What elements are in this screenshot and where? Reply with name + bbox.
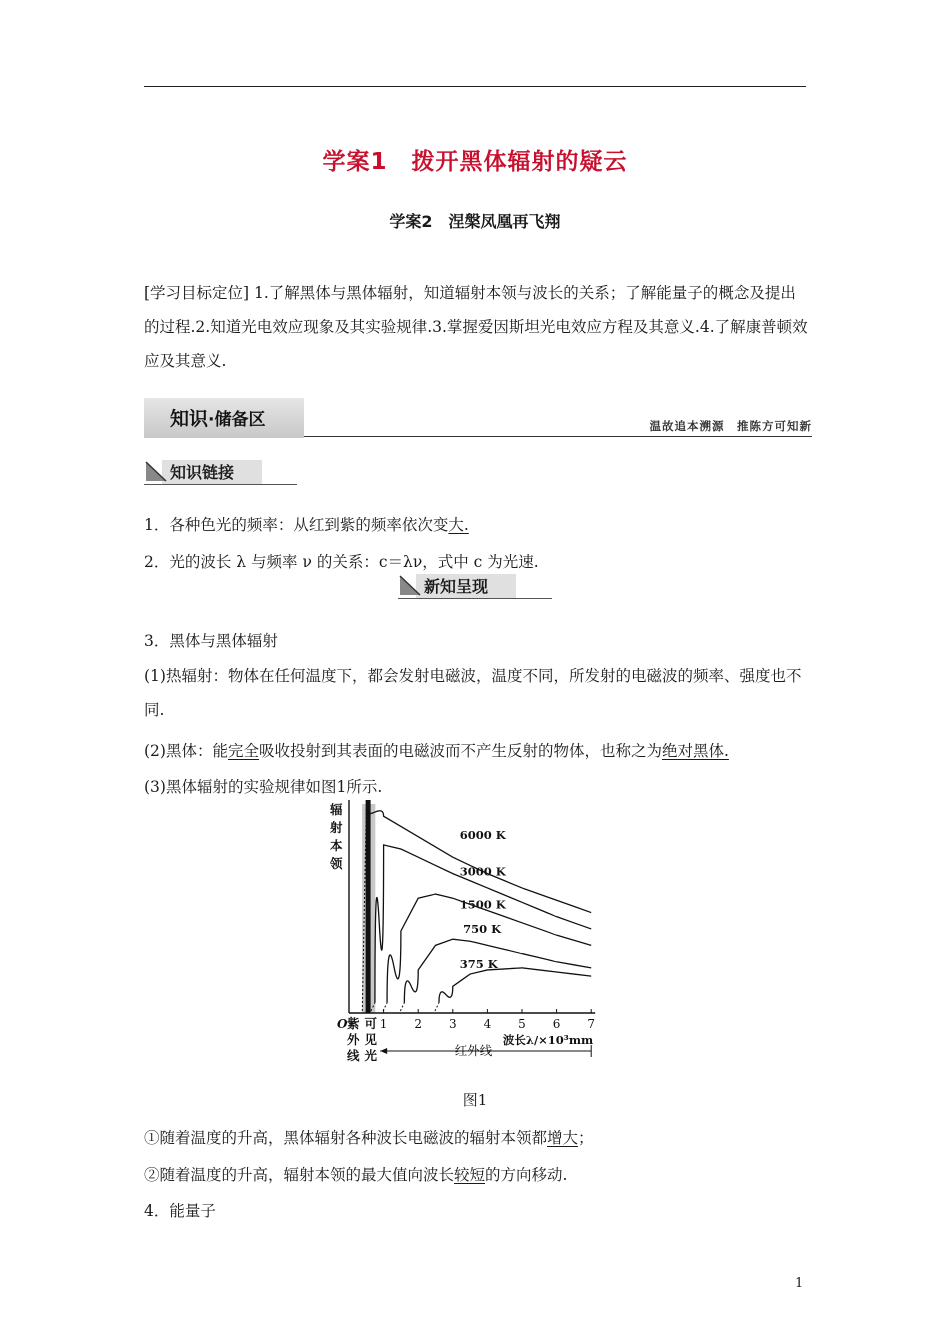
- ir-arrow-head-left: [380, 1048, 387, 1054]
- curve-750K: [404, 939, 591, 1003]
- knowledge-item-2: 2．光的波长 λ 与频率 ν 的关系：c＝λν，式中 c 为光速.: [144, 553, 539, 571]
- visible-label-char: 见: [364, 1032, 377, 1047]
- series-label: 375 K: [459, 956, 498, 971]
- page-subtitle: 学案2 涅槃凤凰再飞翔: [389, 212, 561, 231]
- x-tick-label: 1: [379, 1017, 388, 1031]
- section-title-rest: ·储备区: [208, 410, 266, 430]
- heading-underline: [398, 598, 552, 599]
- corner-triangle-icon: [398, 574, 422, 596]
- rule1-text-b: ；: [578, 1129, 594, 1147]
- rule1-text-a: ①随着温度的升高，黑体辐射各种波长电磁波的辐射本领都: [144, 1129, 548, 1147]
- origin-label: O: [337, 1017, 348, 1031]
- knowledge-link-label: 知识链接: [170, 463, 235, 482]
- uv-label-char: 线: [347, 1048, 360, 1063]
- knowledge-link-heading: [144, 460, 297, 486]
- x-tick-label: 5: [518, 1017, 526, 1031]
- x-tick-label: 3: [448, 1017, 457, 1031]
- rule-2: [144, 1163, 567, 1185]
- ir-label: 红外线: [454, 1043, 493, 1058]
- series-label: 6000 K: [459, 827, 506, 842]
- x-tick-label: 7: [587, 1017, 596, 1031]
- item1-text: 1．各种色光的频率：从红到紫的频率依次变: [144, 516, 449, 534]
- item-4-heading: 4．能量子: [144, 1202, 216, 1220]
- uv-label-char: 外: [347, 1032, 360, 1047]
- curve-dash: [383, 1003, 387, 1011]
- section-slogan: 温故追本溯源 推陈方可知新: [649, 419, 812, 433]
- blackbody-radiation-chart: [300, 794, 660, 1072]
- section-title: [170, 404, 265, 431]
- curve-dash: [400, 1003, 404, 1011]
- curve-375K: [439, 968, 591, 1003]
- visible-label-char: 光: [364, 1048, 377, 1063]
- p2-text-b: 吸收投射到其表面的电磁波而不产生反射的物体，也称之为: [258, 742, 662, 760]
- rule2-text-a: ②随着温度的升高，辐射本领的最大值向波长: [144, 1166, 455, 1184]
- x-tick-label: 6: [552, 1017, 561, 1031]
- section-header: [144, 398, 812, 438]
- p2-answer-2: 绝对黑体.: [662, 742, 729, 760]
- paragraph-thermal-radiation: (1)热辐射：物体在任何温度下，都会发射电磁波，温度不同，所发射的电磁波的频率、强度也不同.: [144, 667, 802, 719]
- paragraph-blackbody: [144, 739, 729, 761]
- heading-underline: [144, 484, 297, 485]
- rule-1: [144, 1126, 594, 1148]
- rule2-answer: 较短: [454, 1166, 486, 1184]
- p2-answer-1: 完全: [227, 742, 259, 760]
- y-axis-label-char: 射: [330, 820, 343, 835]
- x-tick-label: 2: [414, 1017, 423, 1031]
- uv-label-char: 紫: [347, 1016, 360, 1031]
- section-rule: [304, 436, 812, 437]
- y-axis-label-char: 领: [330, 856, 343, 871]
- y-axis-label-char: 辐: [330, 802, 343, 817]
- x-axis-label: 波长λ/×10³mm: [502, 1033, 594, 1047]
- figure-caption: 图1: [462, 1091, 488, 1109]
- visible-label-char: 可: [364, 1016, 377, 1031]
- knowledge-item-1: [144, 513, 469, 535]
- series-label: 1500 K: [459, 897, 506, 912]
- section-title-main: 知识: [170, 408, 209, 430]
- series-label: 3000 K: [459, 864, 506, 879]
- paragraph-figure-ref: (3)黑体辐射的实验规律如图1所示.: [144, 778, 383, 796]
- y-axis-label-char: 本: [330, 838, 343, 853]
- header-rule: [144, 86, 806, 87]
- series-label: 750 K: [463, 922, 502, 937]
- new-knowledge-label: 新知呈现: [424, 577, 489, 596]
- p2-text-a: (2)黑体：能: [144, 742, 228, 760]
- rule2-text-b: 的方向移动.: [485, 1166, 568, 1184]
- curve-dash: [435, 1003, 439, 1011]
- rule1-answer: 增大: [547, 1129, 579, 1147]
- new-knowledge-heading: [398, 574, 552, 600]
- x-tick-label: 4: [483, 1017, 492, 1031]
- item-3-heading: 3．黑体与黑体辐射: [144, 632, 278, 650]
- page-number: 1: [795, 1276, 804, 1291]
- page-title: 学案1 拨开黑体辐射的疑云: [322, 149, 628, 175]
- item1-answer: 大.: [448, 516, 469, 534]
- corner-triangle-icon: [144, 460, 168, 482]
- learning-objectives: [学习目标定位] 1.了解黑体与黑体辐射，知道辐射本领与波长的关系；了解能量子的概念及提出的过程.2.知道光电效应现象及其实验规律.3.掌握爱因斯坦光电效应方程及其意义.4.了解康普顿效应及其意义.: [144, 284, 808, 370]
- visible-band-core: [366, 800, 371, 1013]
